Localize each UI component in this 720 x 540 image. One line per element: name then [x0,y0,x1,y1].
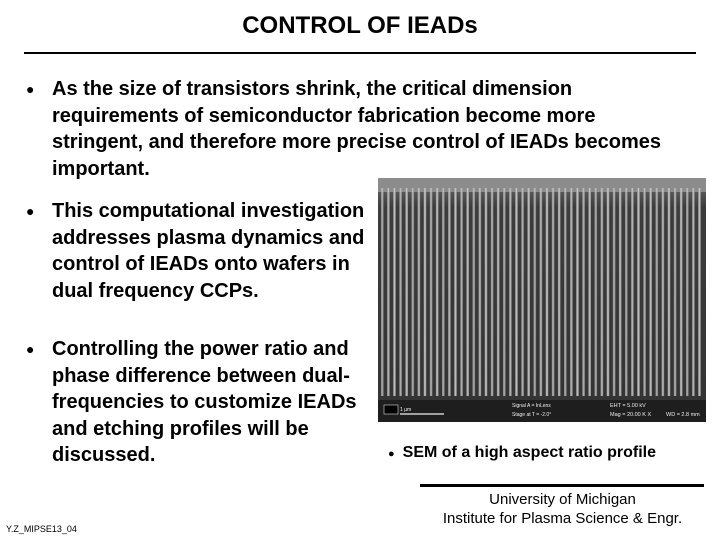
sem-image-canvas [378,178,706,422]
sem-pillar [381,188,384,396]
sem-pillar [448,188,451,396]
sem-pillar [680,188,683,396]
sem-pillar [442,188,445,396]
sem-pillar [631,188,634,396]
bullet-item-2 [26,198,371,304]
slide-footer-id: Y.Z_MIPSE13_04 [6,524,77,534]
sem-pillar [595,188,598,396]
bullet-dot: ● [26,341,35,357]
sem-pillar [625,188,628,396]
sem-pillar [576,188,579,396]
affiliation-institute: Institute for Plasma Science & Engr. [442,510,683,527]
sem-pillar [473,188,476,396]
sem-pillar [649,188,652,396]
sem-logo [384,405,398,414]
bullet-item-3 [26,336,371,469]
sem-pillar [588,188,591,396]
sem-pillar [460,188,463,396]
sem-pillar [534,188,537,396]
sem-pillar [668,188,671,396]
sem-pillar [412,188,415,396]
affiliation-university: University of Michigan [489,491,636,508]
sem-pillar [643,188,646,396]
sem-pillar [430,188,433,396]
sem-pillar [607,188,610,396]
sem-pillar [405,188,408,396]
sem-pillar [527,188,530,396]
sem-pillar [564,188,567,396]
sem-pillar [656,188,659,396]
sem-pillar [393,188,396,396]
sem-pillar [692,188,695,396]
sem-pillar [619,188,622,396]
sem-pillar [479,188,482,396]
bullet-text: Controlling the power ratio and phase difference between dual-frequencies to customize IEADs and etching profiles will be discussed. [52,338,357,466]
sem-pillar [552,188,555,396]
sem-pillar [540,188,543,396]
sem-pillar [515,188,518,396]
sem-eht-text: EHT = 5.00 kV [610,403,646,409]
sem-pillar [698,188,701,396]
bullet-text: As the size of transistors shrink, the critical dimension requirements of semiconductor fabrication become more stringent, and therefore more precise control of IEADs becomes important. [52,78,662,180]
sem-pillar [601,188,604,396]
bullet-dot: ● [26,81,35,97]
sem-signal-text: Signal A = InLens [512,403,551,409]
sem-pillar [570,188,573,396]
affiliation-divider [420,484,704,487]
sem-pillar [491,188,494,396]
sem-caption [388,442,708,465]
bullet-text: This computational investigation addresses plasma dynamics and control of IEADs onto wafers in dual frequency CCPs. [52,200,365,302]
sem-mag-text: Mag = 20.00 K X [610,412,652,418]
sem-pillar [497,188,500,396]
sem-pillar [662,188,665,396]
sem-pillar [387,188,390,396]
affiliation [410,490,715,528]
sem-pillar [674,188,677,396]
bullet-item-1 [26,76,666,182]
sem-pillar [436,188,439,396]
sem-pillar [521,188,524,396]
scale-bar-label: 1 µm [400,407,412,413]
sem-pillar [546,188,549,396]
sem-micrograph [378,178,706,422]
sem-pillar [509,188,512,396]
sem-pillar [424,188,427,396]
caption-bullet-dot: ● [388,448,395,460]
title-divider [24,52,696,54]
sem-pillar [399,188,402,396]
sem-pillar [558,188,561,396]
bullet-dot: ● [26,203,35,219]
sem-pillar [466,188,469,396]
sem-stage-text: Stage at T = -2.0° [512,412,552,418]
sem-pillar [582,188,585,396]
sem-pillar [686,188,689,396]
slide-title: CONTROL OF IEADs [242,12,478,39]
sem-pillar [418,188,421,396]
sem-pillar [503,188,506,396]
sem-pillar [613,188,616,396]
sem-wd-text: WD = 2.8 mm [666,412,700,418]
sem-pillar [454,188,457,396]
sem-caption-text: SEM of a high aspect ratio profile [402,444,657,461]
sem-pillar [485,188,488,396]
sem-pillar [637,188,640,396]
